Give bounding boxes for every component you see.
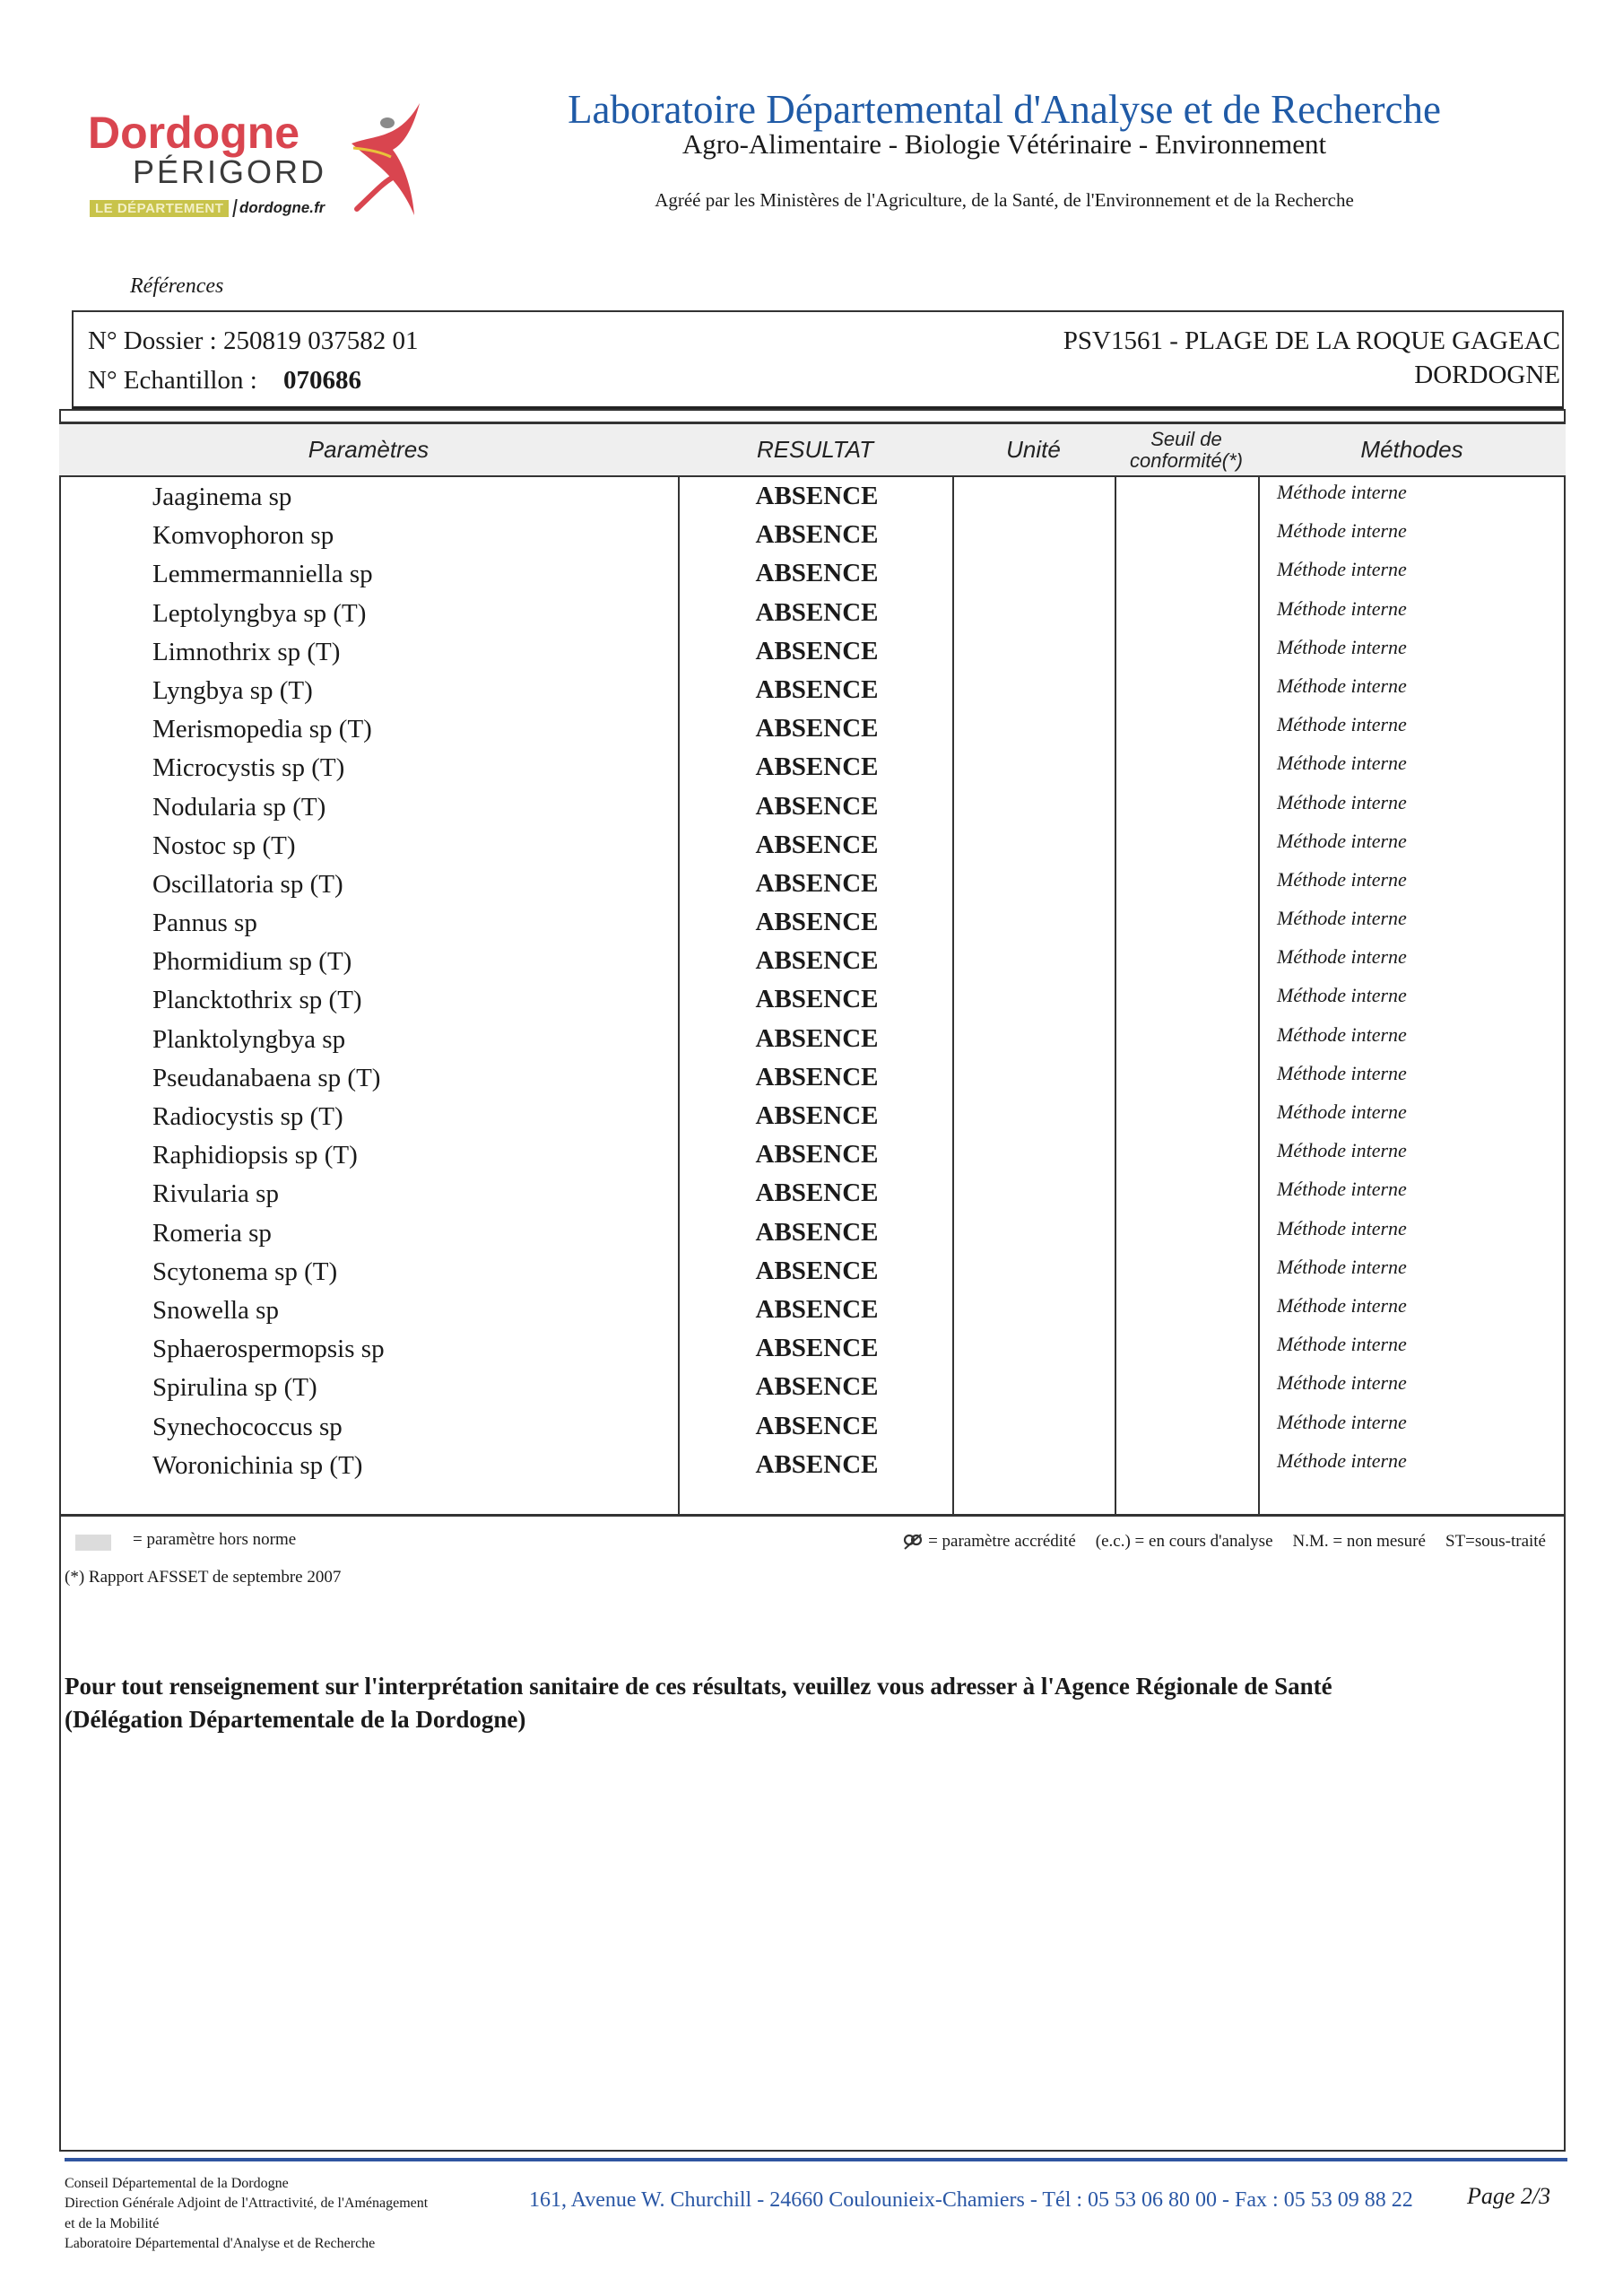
param-name: Phormidium sp (T) — [152, 947, 352, 977]
table-row — [59, 516, 1566, 554]
param-name: Raphidiopsis sp (T) — [152, 1141, 358, 1170]
logo-subtitle: PÉRIGORD — [133, 153, 327, 190]
table-row — [59, 1020, 1566, 1058]
footer-divider — [65, 2158, 1567, 2161]
footer-org-line: Laboratoire Départemental d'Analyse et de Recherche — [65, 2236, 376, 2252]
legend-not-measured: N.M. = non mesuré — [1292, 1532, 1426, 1551]
method-value: Méthode interne — [1277, 1293, 1407, 1317]
result-value: ABSENCE — [755, 1334, 879, 1363]
param-name: Planktolyngbya sp — [152, 1024, 346, 1054]
result-value: ABSENCE — [755, 559, 879, 588]
result-value: ABSENCE — [755, 908, 879, 937]
result-value: ABSENCE — [755, 1140, 879, 1170]
result-value: ABSENCE — [755, 1023, 879, 1053]
sample-number — [88, 366, 361, 396]
legend-afsset-note: (*) Rapport AFSSET de septembre 2007 — [65, 1568, 342, 1587]
param-name: Limnothrix sp (T) — [152, 637, 341, 666]
legend-accredited-text: = paramètre accrédité — [928, 1532, 1076, 1551]
result-value: ABSENCE — [755, 1294, 879, 1324]
param-name: Plancktothrix sp (T) — [152, 986, 362, 1015]
result-value: ABSENCE — [755, 636, 879, 665]
table-row — [59, 632, 1566, 671]
table-row — [59, 1135, 1566, 1174]
result-value: ABSENCE — [755, 1178, 879, 1208]
method-value: Méthode interne — [1277, 907, 1407, 930]
table-row — [59, 1446, 1566, 1484]
table-row — [59, 1174, 1566, 1213]
page-number: Page 2/3 — [1467, 2183, 1551, 2209]
method-value: Méthode interne — [1277, 1139, 1407, 1162]
table-row — [59, 671, 1566, 709]
lab-subtitle: Agro-Alimentaire - Biologie Vétérinaire - Environnement — [681, 128, 1327, 160]
param-name: Lyngbya sp (T) — [152, 675, 313, 705]
method-value: Méthode interne — [1277, 1333, 1407, 1356]
method-value: Méthode interne — [1277, 558, 1407, 581]
header-seuil — [1115, 424, 1258, 475]
header-methodes: Méthodes — [1360, 435, 1463, 463]
table-row — [59, 865, 1566, 903]
logo-url: dordogne.fr — [233, 199, 327, 217]
param-name: Microcystis sp (T) — [152, 753, 345, 783]
result-value: ABSENCE — [755, 1101, 879, 1130]
method-value: Méthode interne — [1277, 984, 1407, 1007]
legend-out-of-norm: = paramètre hors norme — [133, 1530, 297, 1549]
header-seuil-line1: Seuil de — [1150, 428, 1222, 451]
method-value: Méthode interne — [1277, 635, 1407, 658]
param-name: Nodularia sp (T) — [152, 792, 326, 822]
param-name: Pannus sp — [152, 909, 257, 938]
sample-label: N° Echantillon : — [88, 366, 257, 395]
result-value: ABSENCE — [755, 1256, 879, 1285]
table-row — [59, 903, 1566, 942]
lab-agreement: Agréé par les Ministères de l'Agriculture, de la Santé, de l'Environnement et de la Recherche — [655, 189, 1354, 211]
legend-in-progress: (e.c.) = en cours d'analyse — [1095, 1532, 1273, 1551]
param-name: Pseudanabaena sp (T) — [152, 1063, 381, 1092]
table-header — [59, 422, 1566, 477]
table-row — [59, 1368, 1566, 1406]
table-row — [59, 477, 1566, 516]
results-table-body — [59, 477, 1566, 1484]
param-name: Synechococcus sp — [152, 1412, 343, 1441]
footer-address: 161, Avenue W. Churchill - 24660 Coulounieix-Chamiers - Tél : 05 53 06 80 00 - Fax : 05 53 09 88 22 — [529, 2188, 1413, 2212]
accreditation-icon — [903, 1533, 923, 1551]
footer-organization — [65, 2174, 428, 2255]
logo-figure-icon — [350, 94, 430, 220]
param-name: Radiocystis sp (T) — [152, 1102, 343, 1131]
table-row — [59, 1329, 1566, 1368]
method-value: Méthode interne — [1277, 1371, 1407, 1395]
result-value: ABSENCE — [755, 520, 879, 550]
method-value: Méthode interne — [1277, 1022, 1407, 1046]
notice-line-1: Pour tout renseignement sur l'interprétation sanitaire de ces résultats, veuillez vous adresser à l'Agence Régionale de Santé — [65, 1673, 1332, 1700]
health-agency-notice — [65, 1670, 1562, 1736]
param-name: Scytonema sp (T) — [152, 1257, 338, 1286]
legend-accredited — [903, 1532, 1076, 1552]
lab-title: Laboratoire Départemental d'Analyse et de Recherche — [568, 87, 1441, 132]
result-value: ABSENCE — [755, 1449, 879, 1479]
method-value: Méthode interne — [1277, 674, 1407, 697]
method-value: Méthode interne — [1277, 867, 1407, 891]
table-row — [59, 787, 1566, 826]
dossier-number — [88, 326, 418, 356]
method-value: Méthode interne — [1277, 790, 1407, 813]
param-name: Lemmermanniella sp — [152, 560, 373, 589]
method-value: Méthode interne — [1277, 1178, 1407, 1201]
header-parametres: Paramètres — [308, 435, 430, 463]
sampling-site: PSV1561 - PLAGE DE LA ROQUE GAGEAC — [1063, 326, 1560, 355]
result-value: ABSENCE — [755, 868, 879, 898]
table-row — [59, 1252, 1566, 1291]
result-value: ABSENCE — [755, 482, 879, 510]
notice-line-2: (Délégation Départementale de la Dordogne) — [65, 1705, 526, 1733]
site-department: DORDOGNE — [1414, 361, 1560, 389]
param-name: Nostoc sp (T) — [152, 831, 296, 860]
param-name: Jaaginema sp — [152, 483, 292, 511]
param-name: Rivularia sp — [152, 1179, 279, 1209]
param-name: Sphaerospermopsis sp — [152, 1335, 385, 1364]
param-name: Leptolyngbya sp (T) — [152, 598, 367, 628]
table-row — [59, 709, 1566, 748]
sample-value: 070686 — [283, 366, 362, 395]
table-row — [59, 594, 1566, 632]
result-value: ABSENCE — [755, 791, 879, 821]
dordogne-perigord-logo — [81, 94, 421, 220]
table-row — [59, 1213, 1566, 1252]
table-row — [59, 942, 1566, 980]
param-name: Romeria sp — [152, 1218, 272, 1248]
logo-department-label: LE DÉPARTEMENT — [90, 200, 229, 217]
table-row — [59, 1291, 1566, 1329]
result-value: ABSENCE — [755, 752, 879, 782]
header-resultat: RESULTAT — [756, 435, 873, 463]
method-value: Méthode interne — [1277, 519, 1407, 543]
result-value: ABSENCE — [755, 1372, 879, 1402]
method-value: Méthode interne — [1277, 1216, 1407, 1239]
reference-box — [72, 310, 1564, 409]
header-seuil-line2: conformité(*) — [1130, 448, 1243, 472]
result-value: ABSENCE — [755, 597, 879, 627]
table-row — [59, 1097, 1566, 1135]
method-value: Méthode interne — [1277, 1061, 1407, 1084]
footer-org-line: Direction Générale Adjoint de l'Attractivité, de l'Aménagement — [65, 2196, 429, 2212]
method-value: Méthode interne — [1277, 829, 1407, 852]
param-name: Spirulina sp (T) — [152, 1373, 317, 1403]
param-name: Komvophoron sp — [152, 521, 334, 551]
references-label: Références — [130, 274, 224, 298]
result-value: ABSENCE — [755, 985, 879, 1014]
result-value: ABSENCE — [755, 1217, 879, 1247]
method-value: Méthode interne — [1277, 1448, 1407, 1472]
header-unite: Unité — [1006, 435, 1061, 463]
dossier-label: N° Dossier : — [88, 326, 217, 355]
footer-org-line: Conseil Départemental de la Dordogne — [65, 2176, 289, 2191]
out-of-norm-swatch — [75, 1535, 111, 1551]
method-value: Méthode interne — [1277, 481, 1407, 503]
table-row — [59, 748, 1566, 787]
param-name: Woronichinia sp (T) — [152, 1450, 363, 1480]
method-value: Méthode interne — [1277, 1410, 1407, 1433]
method-value: Méthode interne — [1277, 1100, 1407, 1123]
result-value: ABSENCE — [755, 674, 879, 704]
method-value: Méthode interne — [1277, 752, 1407, 775]
param-name: Snowella sp — [152, 1295, 279, 1325]
method-value: Méthode interne — [1277, 945, 1407, 969]
table-row — [59, 980, 1566, 1019]
result-value: ABSENCE — [755, 1062, 879, 1091]
result-value: ABSENCE — [755, 1411, 879, 1440]
result-value: ABSENCE — [755, 830, 879, 859]
method-value: Méthode interne — [1277, 713, 1407, 736]
method-value: Méthode interne — [1277, 1255, 1407, 1278]
table-bottom-border — [59, 1514, 1566, 1517]
table-row — [59, 1407, 1566, 1446]
table-row — [59, 554, 1566, 593]
legend-abbreviations — [903, 1532, 1546, 1552]
param-name: Oscillatoria sp (T) — [152, 869, 343, 899]
dossier-value: 250819 037582 01 — [222, 326, 419, 355]
method-value: Méthode interne — [1277, 596, 1407, 620]
table-row — [59, 826, 1566, 865]
legend-subcontracted: ST=sous-traité — [1445, 1532, 1546, 1551]
result-value: ABSENCE — [755, 946, 879, 976]
param-name: Merismopedia sp (T) — [152, 715, 372, 744]
result-value: ABSENCE — [755, 714, 879, 744]
logo-band — [90, 198, 325, 218]
table-row — [59, 1058, 1566, 1097]
footer-org-line: et de la Mobilité — [65, 2215, 160, 2231]
logo-wordmark: Dordogne — [88, 108, 300, 158]
